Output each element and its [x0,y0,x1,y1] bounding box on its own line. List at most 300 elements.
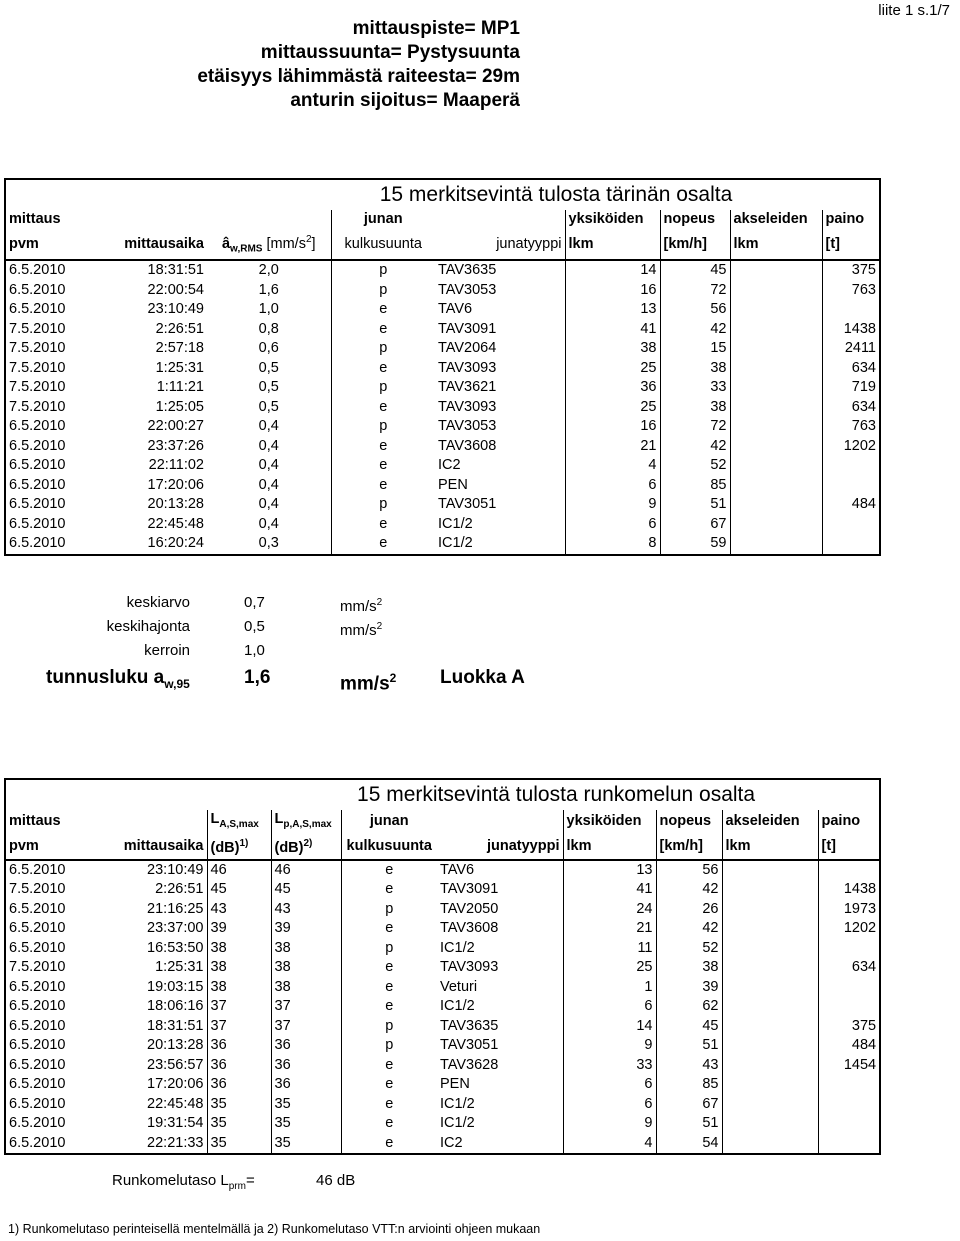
table-cell: 17:20:06 [147,476,204,493]
col-head: pvm [5,834,97,859]
table-cell: 16 [565,417,660,437]
table-row [5,417,880,437]
characteristic-value: 1,6 [244,667,271,688]
table-row [5,359,880,379]
table-cell: 9 [563,1114,656,1134]
table-cell: TAV3635 [440,1017,499,1034]
col-head-lp: $L_{p,A,S,max}$ [271,810,341,834]
table-cell [730,456,822,476]
table-cell [822,534,880,555]
table-cell: 0,5 [258,398,279,415]
col-head [97,210,207,230]
table-cell: e [341,880,437,900]
mean-label: keskiarvo [126,594,190,611]
table-cell: 16:53:50 [147,939,204,956]
table-cell: 6.5.2010 [9,939,66,956]
col-head: lkm [722,834,818,859]
table-cell: e [331,398,435,418]
table-cell [722,978,818,998]
table-cell: 7.5.2010 [9,959,66,976]
table-row [5,919,880,939]
table-cell: 1 [563,978,656,998]
table-row [5,476,880,496]
table-cell: 38 [271,978,341,998]
table-cell: 634 [822,398,880,418]
table-cell: TAV3091 [438,320,497,337]
table-cell: IC2 [440,1134,463,1151]
table-cell: 19:31:54 [147,1115,204,1132]
table-cell: 33 [563,1056,656,1076]
table-cell: 1:11:21 [156,379,204,396]
page-number: liite 1 s.1/7 [878,2,950,19]
table-cell: 0,4 [258,515,279,532]
table-cell: 20:13:28 [147,496,204,513]
table-cell [730,534,822,555]
table-cell: p [331,339,435,359]
table-cell [730,437,822,457]
table-cell: e [331,456,435,476]
table-row [5,378,880,398]
table-cell: 1:25:31 [155,359,204,376]
table-cell: IC1/2 [438,515,473,532]
table-cell: 2:57:18 [155,340,204,357]
table-cell [730,260,822,281]
table-cell [722,939,818,959]
table-cell: 763 [822,281,880,301]
table-cell: 484 [818,1036,880,1056]
table-cell [818,939,880,959]
table-cell [722,1114,818,1134]
characteristic-label: tunnusluku $a_{w,95}$ [46,667,190,691]
table-cell: 52 [656,939,722,959]
table-cell: TAV2064 [438,340,497,357]
table-cell: 56 [660,300,730,320]
table-cell: TAV6 [438,301,473,318]
table-cell: 22:21:33 [147,1134,204,1151]
col-head-la: $L_{A,S,max}$ [207,810,271,834]
table-cell: e [331,534,435,555]
table-cell [722,1036,818,1056]
col-head: yksiköiden [565,210,660,230]
table-cell: 35 [207,1095,271,1115]
col-head [437,810,563,834]
table-cell: 39 [207,919,271,939]
table-cell: 8 [565,534,660,555]
table-cell: p [341,1017,437,1037]
ground-borne-noise-level: Runkomelutaso $L_{prm}=$ 46 dB [112,1172,356,1192]
table-cell: 67 [660,515,730,535]
class-label: Luokka A [440,667,525,688]
table-cell: 41 [563,880,656,900]
col-head: nopeus [656,810,722,834]
table-cell: 7.5.2010 [9,320,66,337]
table-cell: 38 [271,939,341,959]
table-row [5,534,880,555]
table-cell: 6.5.2010 [9,457,66,474]
table-row [5,1017,880,1037]
footnote: 1) Runkomelutaso perinteisellä mentelmällä ja 2) Runkomelutaso VTT:n arviointi ohjeen mukaan [8,1222,541,1236]
table-cell: 38 [271,958,341,978]
table-cell: e [331,476,435,496]
table-row [5,880,880,900]
col-head: lkm [730,230,822,260]
stddev-unit: $mm/s^2$ [340,621,383,639]
header-distance: etäisyys lähimmästä raiteesta= 29m [197,66,520,87]
col-head: mittausaika [97,834,207,859]
table-cell: 6.5.2010 [9,496,66,513]
table-cell: 11 [563,939,656,959]
table-cell: 38 [207,958,271,978]
table-cell: 1:25:05 [155,398,204,415]
table-cell: 6.5.2010 [9,978,66,995]
table-cell [722,1017,818,1037]
table-cell: 85 [656,1075,722,1095]
table-cell [722,997,818,1017]
table-cell: 72 [660,281,730,301]
table-cell: 35 [271,1134,341,1155]
table-cell [730,398,822,418]
table-cell: 25 [565,398,660,418]
table-cell: e [341,1095,437,1115]
table-cell: p [331,260,435,281]
table-row [5,1134,880,1155]
table-row [5,1114,880,1134]
table-cell: 6.5.2010 [9,262,66,279]
table-cell: 36 [207,1056,271,1076]
table-cell: 6.5.2010 [9,1076,66,1093]
table-cell: 22:45:48 [147,1095,204,1112]
table-cell: 14 [563,1017,656,1037]
table-cell: 39 [271,919,341,939]
table-cell: 36 [271,1075,341,1095]
table-cell: 1438 [818,880,880,900]
col-head: paino [818,810,880,834]
table-cell: 35 [207,1114,271,1134]
header-sensor-placement: anturin sijoitus= Maaperä [290,90,520,111]
table-cell: 6.5.2010 [9,515,66,532]
table-cell: 6 [565,515,660,535]
table-row [5,300,880,320]
table-cell: 7.5.2010 [9,398,66,415]
table-cell: TAV3093 [440,959,499,976]
table-cell: 42 [656,919,722,939]
table-cell: 1202 [822,437,880,457]
table-cell: 16:20:24 [147,535,204,552]
table-cell: 6.5.2010 [9,1017,66,1034]
table-cell [818,997,880,1017]
col-head: akseleiden [722,810,818,834]
table-cell: e [341,978,437,998]
noise-table-title: 15 merkitsevintä tulosta runkomelun osalta [357,783,756,806]
table-cell: 6.5.2010 [9,1037,66,1054]
table-cell: e [341,1114,437,1134]
table-cell: 21 [565,437,660,457]
table-cell: 42 [660,320,730,340]
col-head-acceleration: $â_{w,RMS}$ $[mm/s^2]$ [207,230,331,260]
table-cell [730,359,822,379]
table-cell: 19:03:15 [147,978,204,995]
table-cell: 35 [207,1134,271,1155]
table-cell: 25 [565,359,660,379]
table-cell: 38 [565,339,660,359]
col-head: paino [822,210,880,230]
col-head: lkm [565,230,660,260]
table-cell: e [331,320,435,340]
table-cell: 33 [660,378,730,398]
table-cell [722,860,818,881]
ground-borne-noise-value: 46 dB [316,1172,356,1189]
table-cell: 46 [207,860,271,881]
table-cell [818,860,880,881]
vibration-results-table [4,178,881,556]
table-row [5,860,880,881]
table-cell: 634 [822,359,880,379]
table-cell [730,476,822,496]
table-cell: TAV3093 [438,398,497,415]
table-cell: 6.5.2010 [9,1134,66,1151]
stddev-label: keskihajonta [106,618,190,635]
table-cell: e [341,1134,437,1155]
table-cell [730,417,822,437]
table-cell: 0,4 [258,457,279,474]
table-cell: 21:16:25 [147,900,204,917]
table-cell: 13 [563,860,656,881]
factor-label: kerroin [144,642,190,659]
table-cell: 7.5.2010 [9,359,66,376]
table-cell: 6.5.2010 [9,535,66,552]
table-cell: 0,3 [258,535,279,552]
table-cell [822,515,880,535]
table-cell [818,978,880,998]
table-cell: 51 [660,495,730,515]
table-cell: 45 [271,880,341,900]
col-head [97,810,207,834]
table-cell: 7.5.2010 [9,379,66,396]
table-cell: 0,6 [258,340,279,357]
col-head: kulkusuunta [341,834,437,859]
table-cell: TAV3093 [438,359,497,376]
table-cell: 1,6 [258,281,279,298]
table-cell: 45 [660,260,730,281]
table-row [5,437,880,457]
table-cell [730,515,822,535]
table-cell [822,300,880,320]
table-cell [730,378,822,398]
table-cell [730,339,822,359]
table-cell: 0,4 [258,418,279,435]
table-cell: 36 [207,1075,271,1095]
table-cell: e [341,1075,437,1095]
col-head: mittaus [9,813,61,830]
table-cell: 6.5.2010 [9,861,66,878]
characteristic-unit: $mm/s^2$ [340,671,397,695]
noise-results-table [4,778,881,1155]
table-cell: PEN [438,476,468,493]
col-head: lkm [563,834,656,859]
table-cell: 45 [656,1017,722,1037]
table-cell: TAV6 [440,861,475,878]
table-cell: 17:20:06 [147,1076,204,1093]
table-cell: 67 [656,1095,722,1115]
table-cell: 6 [563,1075,656,1095]
table-cell: 0,5 [258,379,279,396]
col-head [435,210,565,230]
col-head: [t] [818,834,880,859]
table-cell: 6.5.2010 [9,1095,66,1112]
table-cell: 2411 [822,339,880,359]
table-cell: 42 [656,880,722,900]
table-cell: p [331,417,435,437]
table-cell: 43 [656,1056,722,1076]
table-cell [722,958,818,978]
table-cell [822,456,880,476]
table-cell: 39 [656,978,722,998]
col-head: kulkusuunta [331,230,435,260]
table-row [5,260,880,281]
table-cell [818,1114,880,1134]
col-head: [km/h] [660,230,730,260]
table-cell [722,1056,818,1076]
col-head: (dB)$^{1)}$ [207,834,271,859]
col-head: (dB)$^{2)}$ [271,834,341,859]
table-cell: 0,4 [258,437,279,454]
table-row [5,456,880,476]
table-cell: 4 [563,1134,656,1155]
table-cell: IC1/2 [440,1115,475,1132]
col-head: nopeus [660,210,730,230]
table-row [5,1095,880,1115]
table-cell: 22:45:48 [147,515,204,532]
table-cell: 42 [660,437,730,457]
table-cell: 23:37:00 [147,920,204,937]
table-row [5,1056,880,1076]
col-head: [t] [822,230,880,260]
table-cell: 26 [656,900,722,920]
table-cell: e [331,515,435,535]
table-row [5,339,880,359]
table-cell: TAV3608 [438,437,497,454]
table-cell: IC1/2 [440,1095,475,1112]
table-cell: p [331,495,435,515]
table-cell [722,919,818,939]
table-cell: 13 [565,300,660,320]
table-cell: p [341,939,437,959]
table-cell: 56 [656,860,722,881]
table-row [5,1075,880,1095]
col-head: junan [341,810,437,834]
table-cell: 6.5.2010 [9,998,66,1015]
table-cell: 38 [207,939,271,959]
table-row [5,515,880,535]
table-cell: TAV3621 [438,379,497,396]
table-cell: 35 [271,1114,341,1134]
mean-unit: $mm/s^2$ [340,597,383,615]
table-cell: 37 [271,997,341,1017]
table-cell: TAV3091 [440,881,499,898]
table-cell: 43 [207,900,271,920]
table-cell [722,900,818,920]
table-cell: 1973 [818,900,880,920]
table-cell: e [331,300,435,320]
table-cell: 24 [563,900,656,920]
table-cell: 7.5.2010 [9,340,66,357]
table-cell: 35 [271,1095,341,1115]
table-cell: 37 [271,1017,341,1037]
table-cell: 9 [563,1036,656,1056]
table-row [5,939,880,959]
table-cell: 37 [207,997,271,1017]
table-cell: p [341,1036,437,1056]
table-cell: IC2 [438,457,461,474]
table-cell: 21 [563,919,656,939]
table-cell: IC1/2 [440,939,475,956]
table-cell: 16 [565,281,660,301]
table-cell: 6.5.2010 [9,437,66,454]
table-cell: 52 [660,456,730,476]
table-cell: 7.5.2010 [9,881,66,898]
table-cell: 6 [565,476,660,496]
table-cell: 23:10:49 [147,861,204,878]
table-cell [730,281,822,301]
table-cell: TAV3051 [438,496,497,513]
table-cell: 0,4 [258,496,279,513]
table-cell [818,1134,880,1155]
table-cell: e [341,997,437,1017]
factor-value: 1,0 [244,642,265,659]
table-cell [730,320,822,340]
table-cell: 6.5.2010 [9,900,66,917]
table-cell: 0,5 [258,359,279,376]
table-cell: 6 [563,1095,656,1115]
table-cell: 51 [656,1036,722,1056]
table-cell: 1202 [818,919,880,939]
table-cell: 634 [818,958,880,978]
col-head: mittaus [9,211,61,228]
table-cell: p [331,378,435,398]
col-head: yksiköiden [563,810,656,834]
table-cell: 6.5.2010 [9,920,66,937]
table-cell: p [331,281,435,301]
table-cell: 37 [207,1017,271,1037]
col-head: pvm [5,230,97,260]
table-cell: 23:37:26 [147,437,204,454]
table-cell: 6.5.2010 [9,281,66,298]
table-row [5,1036,880,1056]
table-cell: 6.5.2010 [9,418,66,435]
table-row [5,495,880,515]
table-cell [818,1095,880,1115]
table-cell: 72 [660,417,730,437]
header-direction: mittaussuunta= Pystysuunta [260,42,520,63]
table-cell: 15 [660,339,730,359]
table-cell: 25 [563,958,656,978]
vibration-table-title: 15 merkitsevintä tulosta tärinän osalta [379,183,733,206]
table-cell: 38 [660,398,730,418]
table-cell: IC1/2 [438,535,473,552]
header-measurement-point: mittauspiste= MP1 [352,18,520,39]
mean-value: 0,7 [244,594,265,611]
table-cell: 1454 [818,1056,880,1076]
table-cell: 36 [271,1036,341,1056]
table-cell: 2:26:51 [155,320,204,337]
table-cell: 45 [207,880,271,900]
table-cell: 18:31:51 [147,1017,204,1034]
table-cell: 4 [565,456,660,476]
table-cell: 6.5.2010 [9,476,66,493]
table-cell: 38 [660,359,730,379]
table-cell: TAV3053 [438,418,497,435]
col-head: junatyyppi [437,834,563,859]
